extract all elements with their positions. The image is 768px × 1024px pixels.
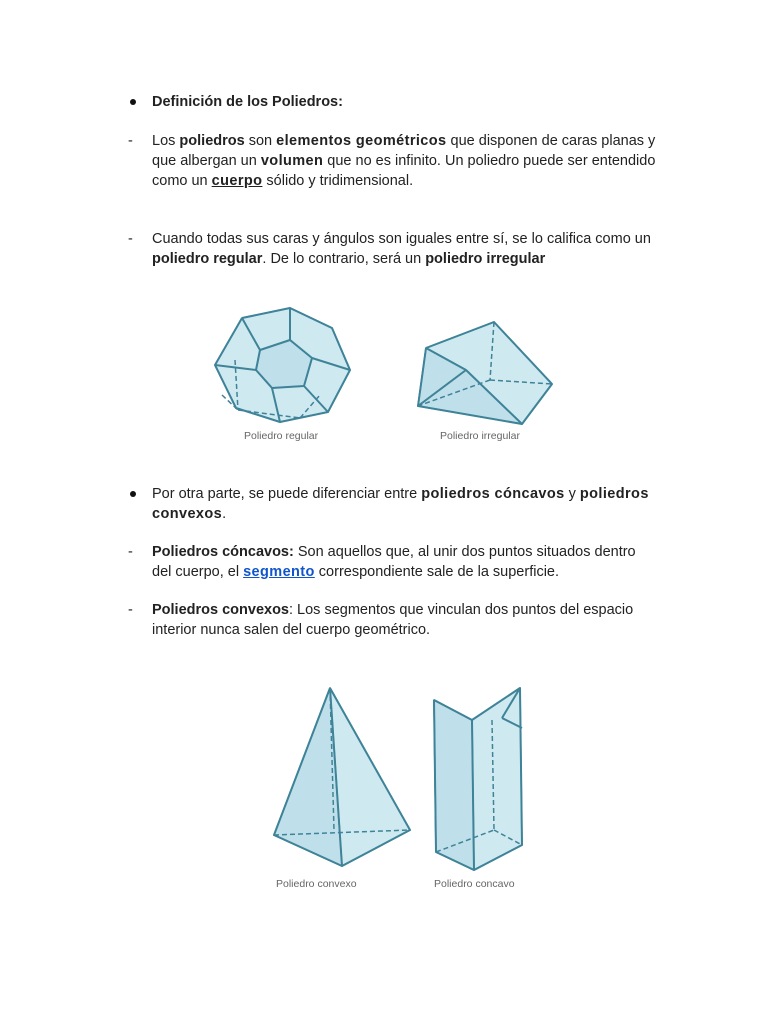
caption-convex: Poliedro convexo xyxy=(276,878,357,890)
text-run: Los xyxy=(152,133,180,149)
dash-marker: - xyxy=(128,133,133,149)
bold-term: poliedros convexos xyxy=(152,486,649,522)
bold-term: Poliedros cóncavos: xyxy=(152,544,294,560)
bold-term: poliedros xyxy=(179,133,245,149)
bold-term: Poliedros convexos xyxy=(152,602,289,618)
caption-irregular: Poliedro irregular xyxy=(440,430,520,442)
text-run: Cuando todas sus caras y ángulos son iguales entre sí, se lo califica como un xyxy=(152,231,651,247)
text-run: son xyxy=(244,133,277,149)
text-run: : Los segmentos que vinculan dos puntos del espacio interior nunca salen del cuerpo geométrico. xyxy=(152,602,634,638)
paragraph-convex xyxy=(128,600,658,640)
concave-prism-drawing xyxy=(434,688,522,870)
dash-marker: - xyxy=(128,602,133,618)
section-heading xyxy=(128,92,658,112)
bullet-icon xyxy=(130,99,136,105)
caption-concave: Poliedro concavo xyxy=(434,878,515,890)
pyramid-drawing xyxy=(274,688,410,866)
bold-underlined-term: cuerpo xyxy=(211,173,263,189)
paragraph-regular xyxy=(128,229,658,269)
bold-term: poliedro regular xyxy=(152,251,263,267)
bullet-icon xyxy=(130,491,136,497)
bold-term: volumen xyxy=(260,153,324,169)
bold-term: elementos geométricos xyxy=(276,133,447,149)
text-run: correspondiente sale de la superficie. xyxy=(314,564,560,580)
polyhedra-illustration-2 xyxy=(262,680,552,875)
paragraph-definition xyxy=(128,131,658,191)
dash-marker: - xyxy=(128,544,133,560)
paragraph-concave xyxy=(128,542,658,582)
bold-term: poliedros cóncavos xyxy=(421,486,565,502)
text-run: que no es infinito. Un poliedro puede ser entendido como un xyxy=(152,153,656,189)
text-run: que disponen de caras planas y que albergan un xyxy=(152,133,656,169)
polyhedra-illustration-1 xyxy=(200,300,570,430)
bold-term: poliedro irregular xyxy=(425,251,546,267)
text-run: . xyxy=(222,506,227,522)
text-run: Por otra parte, se puede diferenciar entre xyxy=(152,486,422,502)
text-run: Son aquellos que, al unir dos puntos situados dentro del cuerpo, el xyxy=(152,544,636,580)
irregular-polyhedron-drawing xyxy=(418,322,552,424)
dash-marker: - xyxy=(128,231,133,247)
text-run: y xyxy=(564,486,580,502)
figure-convex-concave xyxy=(262,680,552,900)
caption-regular: Poliedro regular xyxy=(244,430,319,442)
paragraph-types xyxy=(128,484,658,524)
figure-regular-irregular xyxy=(200,300,570,450)
text-run: sólido y tridimensional. xyxy=(262,173,414,189)
text-run: . De lo contrario, será un xyxy=(262,251,426,267)
segmento-link[interactable]: segmento xyxy=(243,564,315,580)
section-title: Definición de los Poliedros: xyxy=(152,94,343,110)
dodecahedron-drawing xyxy=(215,308,350,422)
